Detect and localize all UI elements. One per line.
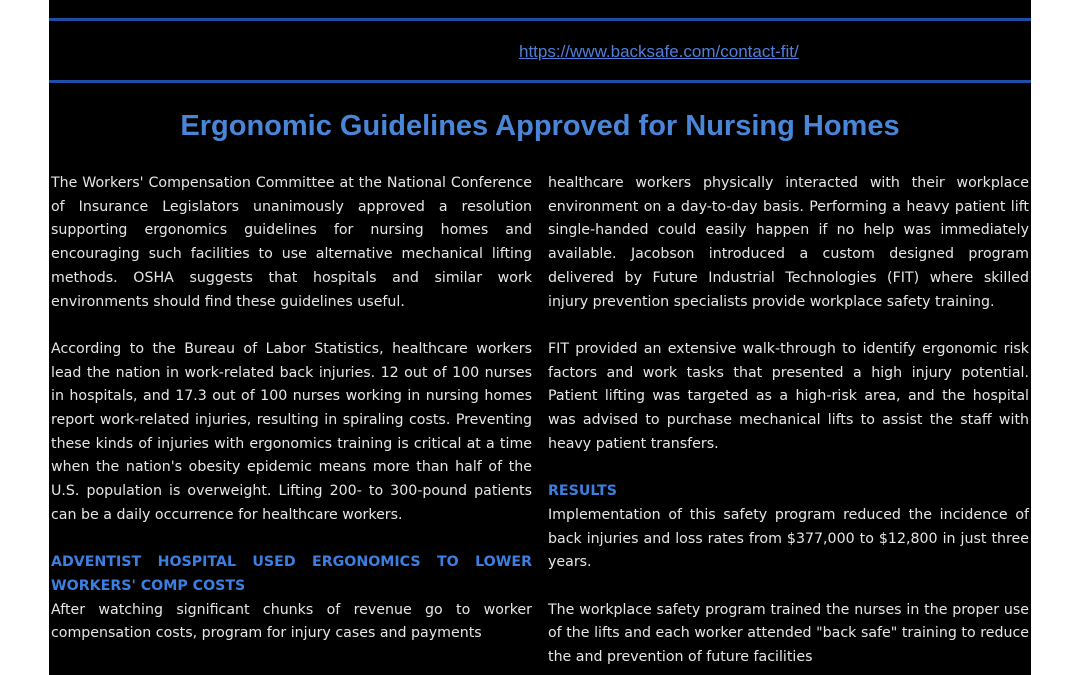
right-paragraph-4: The workplace safety program trained the nurses in the proper use of the lifts and each worker attended "back safe" training to reduce the and prevention of future facilities <box>548 601 1029 666</box>
adventist-section-heading: ADVENTIST HOSPITAL USED ERGONOMICS TO LOWER WORKERS' COMP COSTS <box>51 554 532 594</box>
header-bottom-rule <box>49 80 1031 83</box>
article-title: Ergonomic Guidelines Approved for Nursing Homes <box>180 110 900 142</box>
left-paragraph-1: The Workers' Compensation Committee at the National Conference of Insurance Legislators unanimously approved a resolution supporting ergonomics guidelines for nursing homes and encouraging such facilities to use alternative mechanical lifting methods. OSHA suggests that hospitals and similar work environments should find these guidelines useful. <box>51 175 532 310</box>
right-paragraph-3: Implementation of this safety program reduced the incidence of back injuries and loss rates from $377,000 to $12,800 in just three years. <box>548 506 1029 571</box>
header-top-rule <box>49 18 1031 21</box>
results-heading: RESULTS <box>548 483 617 500</box>
left-paragraph-2: According to the Bureau of Labor Statistics, healthcare workers lead the nation in work-related back injuries. 12 out of 100 nurses in hospitals, and 17.3 out of 100 nurses working in nursing homes report work-related injuries, resulting in spiraling costs. Preventing these kinds of injuries with ergonomics training is critical at a time when the nation's obesity epidemic means more than half of the U.S. population is overweight. Lifting 200- to 300-pound patients can be a daily occurrence for healthcare workers. <box>51 340 532 523</box>
right-paragraph-1: healthcare workers physically interacted with their workplace environment on a day-to-day basis. Performing a heavy patient lift single-handed could easily happen if no help was immediately available. Jacobson introduced a custom designed program delivered by Future Industrial Technologies (FIT) where skilled injury prevention specialists provide workplace safety training. <box>548 175 1029 310</box>
left-paragraph-3: After watching significant chunks of revenue go to worker compensation costs, program for injury cases and payments <box>51 601 532 642</box>
right-column <box>548 172 1029 675</box>
contact-link[interactable]: https://www.backsafe.com/contact-fit/ <box>519 42 799 61</box>
right-paragraph-2: FIT provided an extensive walk-through to identify ergonomic risk factors and work tasks that presented a high injury potential. Patient lifting was targeted as a high-risk area, and the hospital was advised to purchase mechanical lifts to assist the staff with heavy patient transfers. <box>548 340 1029 452</box>
document-page <box>49 0 1031 675</box>
left-column <box>51 172 532 670</box>
